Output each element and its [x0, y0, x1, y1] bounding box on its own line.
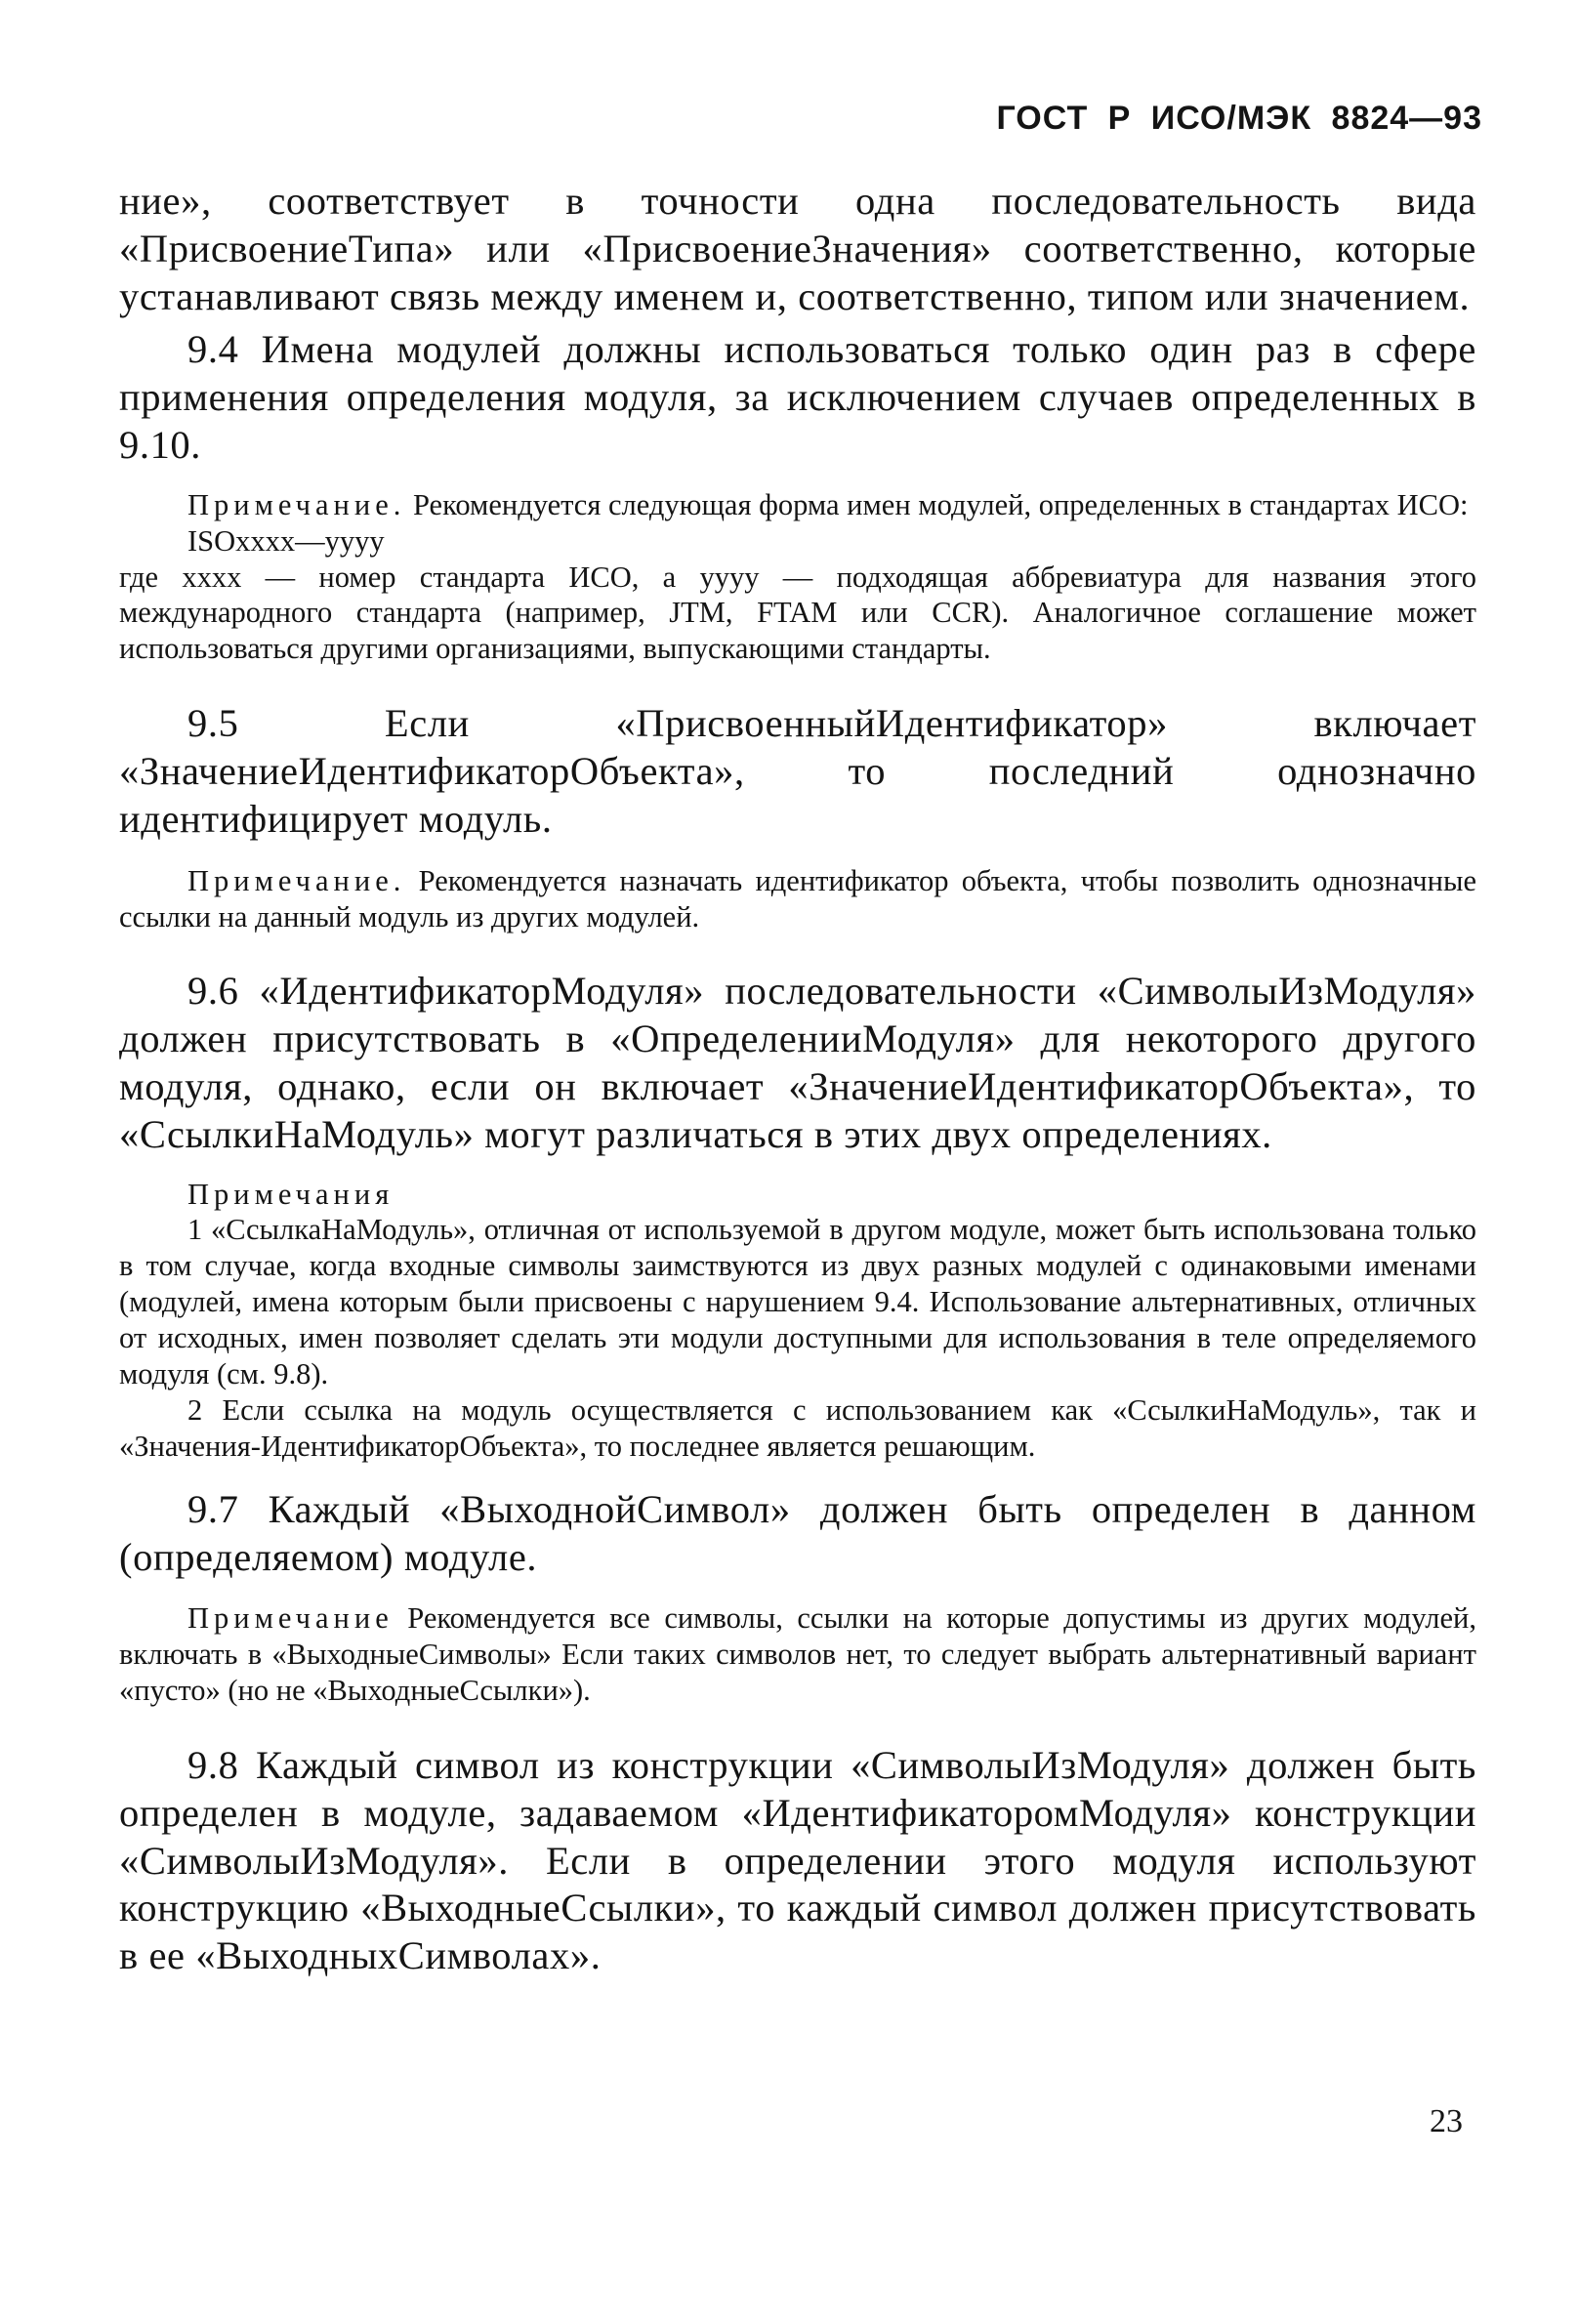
- page-content: [119, 178, 1476, 1980]
- paragraph-9-5: 9.5 Если «ПрисвоенныйИдентификатор» включает «ЗначениеИдентификаторОбъекта», то последний однозначно идентифицирует модуль.: [119, 701, 1476, 841]
- paragraph-9-8: 9.8 Каждый символ из конструкции «СимволыИзМодуля» должен быть определен в модуле, задаваемом «ИдентификаторомМодуля» конструкции «СимволыИзМодуля». Если в определении этого модуля используют конструкцию «ВыходныеСсылки», то каждый символ должен присутствовать в ее «ВыходныхСимволах».: [119, 1742, 1476, 1978]
- note-label: Примечание.: [187, 863, 406, 897]
- note-9-4: [119, 487, 1476, 523]
- note-label: Примечание: [187, 1601, 394, 1636]
- note-item-2: 2 Если ссылка на модуль осуществляется с использованием как «СсылкиНаМодуль», так и «Значения-ИдентификаторОбъекта», то последнее является решающим.: [119, 1392, 1476, 1463]
- paragraph-9-4: 9.4 Имена модулей должны использоваться только один раз в сфере применения определения модуля, за исключением случаев определенных в 9.10.: [119, 327, 1476, 467]
- note-9-7: [119, 1600, 1476, 1709]
- note-text: Рекомендуется все символы, ссылки на которые допустимы из других модулей, включать в «ВыходныеСимволы» Если таких символов нет, то следует выбрать альтернативный вариант «пусто» (но не «ВыходныеСсылки»).: [119, 1601, 1476, 1708]
- paragraph-9-6: 9.6 «ИдентификаторМодуля» последовательности «СимволыИзМодуля» должен присутствовать в «ОпределенииМодуля» для некоторого другого модуля, однако, если он включает «ЗначениеИдентификаторОбъекта», то «СсылкиНаМодуль» могут различаться в этих двух определениях.: [119, 969, 1476, 1156]
- note-text: Рекомендуется следующая форма имен модулей, определенных в стандартах ИСО:: [405, 487, 1469, 521]
- note-text: Рекомендуется назначать идентификатор объекта, чтобы позволить однозначные ссылки на данный модуль из других модулей.: [119, 863, 1476, 934]
- paragraph-continuation: ние», соответствует в точности одна последовательность вида «ПрисвоениеТипа» или «ПрисвоениеЗначения» соответственно, которые устанавливают связь между именем и, соответственно, типом или значением.: [119, 179, 1476, 318]
- notes-heading: Примечания: [187, 1177, 394, 1211]
- note-9-5: [119, 863, 1476, 935]
- page-number: 23: [1430, 2103, 1463, 2139]
- note-9-4-continuation: где xxxx — номер стандарта ИСО, а yyyy — подходящая аббревиатура для названия этого международного стандарта (например, JTM, FTAM или CCR). Аналогичное соглашение может использоваться другими организациями, выпускающими стандарты.: [119, 560, 1476, 666]
- note-label: Примечание.: [187, 487, 406, 521]
- page-header: ГОСТ Р ИСО/МЭК 8824—93: [996, 100, 1482, 137]
- note-item-1: 1 «СсылкаНаМодуль», отличная от используемой в другом модуле, может быть использована только в том случае, когда входные символы заимствуются из двух разных модулей с одинаковыми именами (модулей, имена которым были присвоены с нарушением 9.4. Использование альтернативных, отличных от исходных, имен позволяет сделать эти модули доступными для использования в теле определяемого модуля (см. 9.8).: [119, 1213, 1476, 1391]
- note-code-example: ISOxxxx—yyyy: [187, 523, 385, 558]
- paragraph-9-7: 9.7 Каждый «ВыходнойСимвол» должен быть определен в данном (определяемом) модуле.: [119, 1486, 1476, 1579]
